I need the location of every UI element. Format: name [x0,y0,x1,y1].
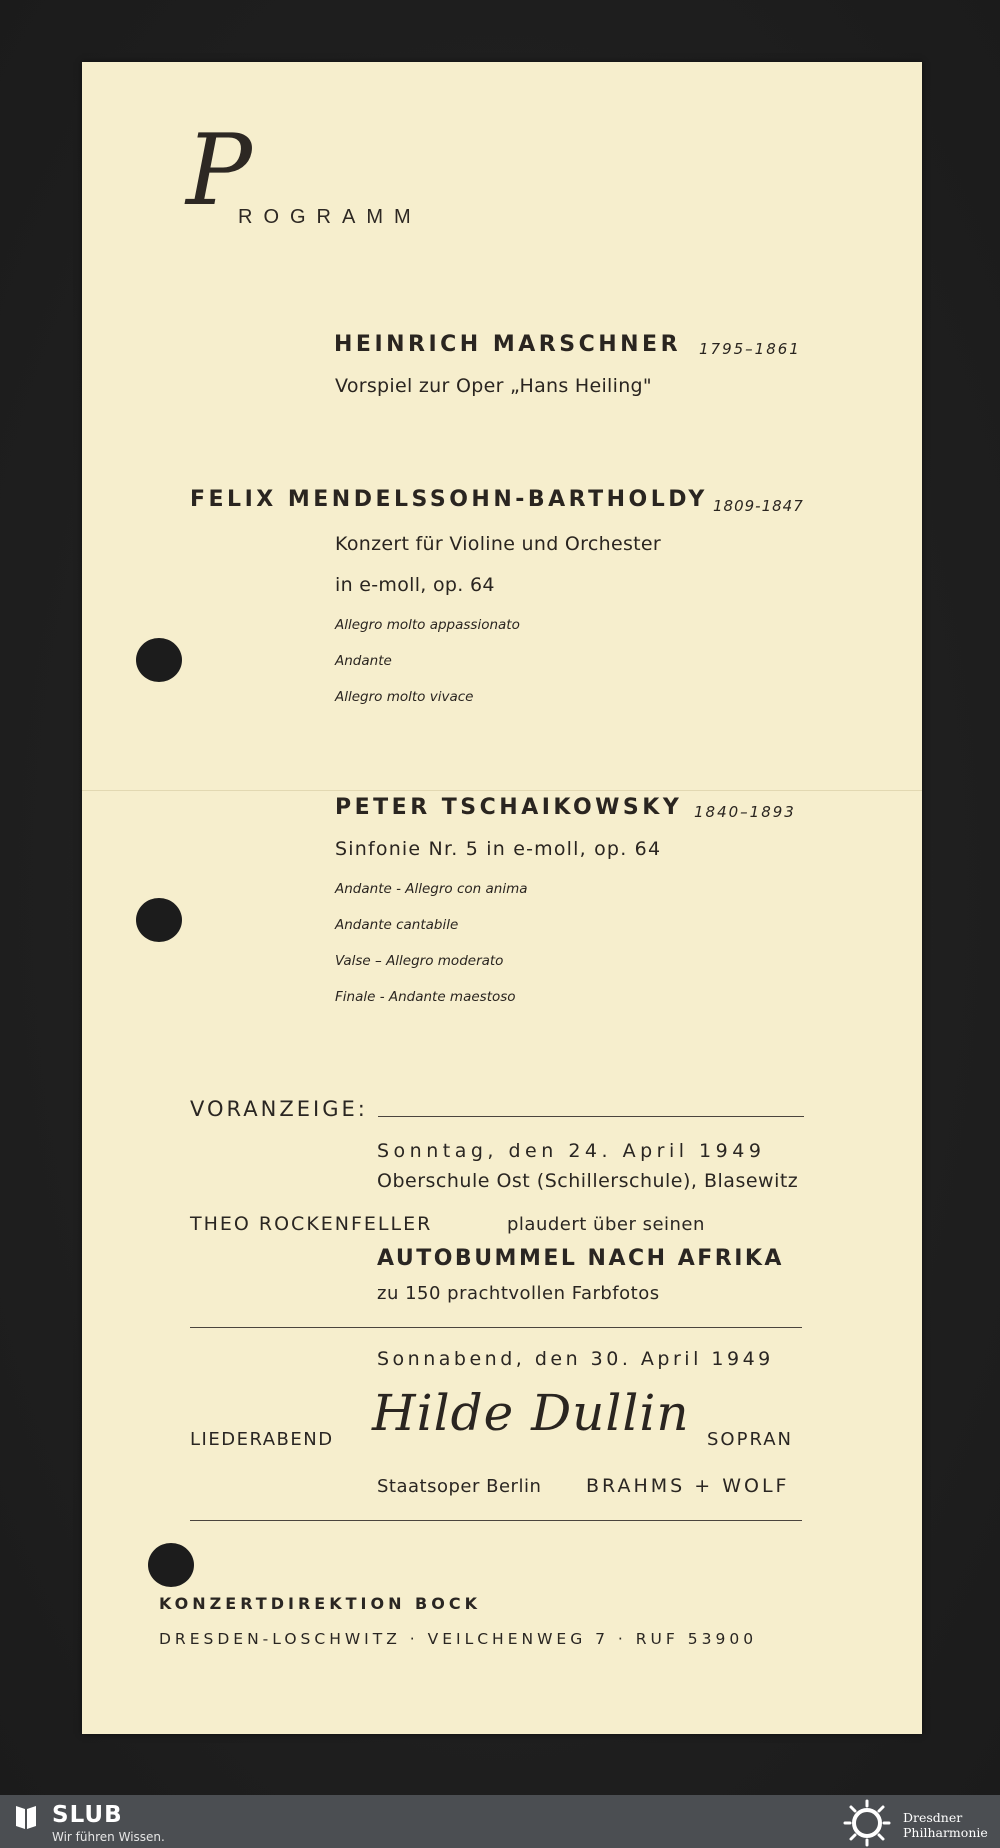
event-type: LIEDERABEND [190,1429,334,1450]
movement: Valse – Allegro moderato [335,953,504,969]
movement: Allegro molto appassionato [335,617,520,633]
program-title: ROGRAMM [238,206,422,228]
composer-dates: 1840–1893 [694,803,796,821]
composer-dates: 1795–1861 [699,340,801,358]
work-title: Konzert für Violine und Orchester [335,533,661,555]
divider [190,1520,802,1521]
divider [190,1327,802,1328]
composer-name: FELIX MENDELSSOHN-BARTHOLDY [190,487,708,512]
movement: Finale - Andante maestoso [335,989,516,1005]
concert-agency: KONZERTDIREKTION BOCK [159,1594,481,1613]
event-date: Sonnabend, den 30. April 1949 [377,1348,774,1370]
event-venue: Oberschule Ost (Schillerschule), Blasewitz [377,1170,799,1192]
philharmonie-name-line2: Philharmonie [903,1825,988,1840]
artist-name: Hilde Dullin [372,1384,690,1442]
repertoire: BRAHMS + WOLF [586,1475,790,1497]
voranzeige-label: VORANZEIGE: [190,1097,368,1121]
philharmonie-logo-icon[interactable] [842,1799,892,1847]
movement: Andante cantabile [335,917,459,933]
artist-affiliation: Staatsoper Berlin [377,1476,542,1497]
event-speaker-text: plaudert über seinen [507,1214,705,1235]
event-topic: AUTOBUMMEL NACH AFRIKA [377,1246,784,1271]
agency-address: DRESDEN-LOSCHWITZ · VEILCHENWEG 7 · RUF 53900 [159,1630,758,1648]
event-topic-sub: zu 150 prachtvollen Farbfotos [377,1283,660,1304]
program-title-initial: P [186,114,252,228]
work-title: Vorspiel zur Oper „Hans Heiling" [335,375,652,397]
punch-hole [136,898,182,942]
movement: Allegro molto vivace [335,689,474,705]
philharmonie-name-line1: Dresdner [903,1810,963,1825]
movement: Andante [335,653,392,669]
slub-tagline: Wir führen Wissen. [52,1830,165,1844]
event-speaker: THEO ROCKENFELLER [190,1213,433,1235]
movement: Andante - Allegro con anima [335,881,528,897]
composer-name: HEINRICH MARSCHNER [334,332,682,357]
divider [378,1116,804,1117]
artist-voice: SOPRAN [707,1429,794,1450]
event-date: Sonntag, den 24. April 1949 [377,1140,766,1162]
composer-name: PETER TSCHAIKOWSKY [335,795,683,820]
work-key: in e-moll, op. 64 [335,574,495,596]
punch-hole [148,1543,194,1587]
book-icon [14,1803,38,1831]
work-title: Sinfonie Nr. 5 in e-moll, op. 64 [335,838,662,860]
composer-dates: 1809-1847 [713,497,804,515]
punch-hole [136,638,182,682]
slub-logo-text[interactable]: SLUB [52,1802,123,1828]
paper-fold [82,790,922,791]
